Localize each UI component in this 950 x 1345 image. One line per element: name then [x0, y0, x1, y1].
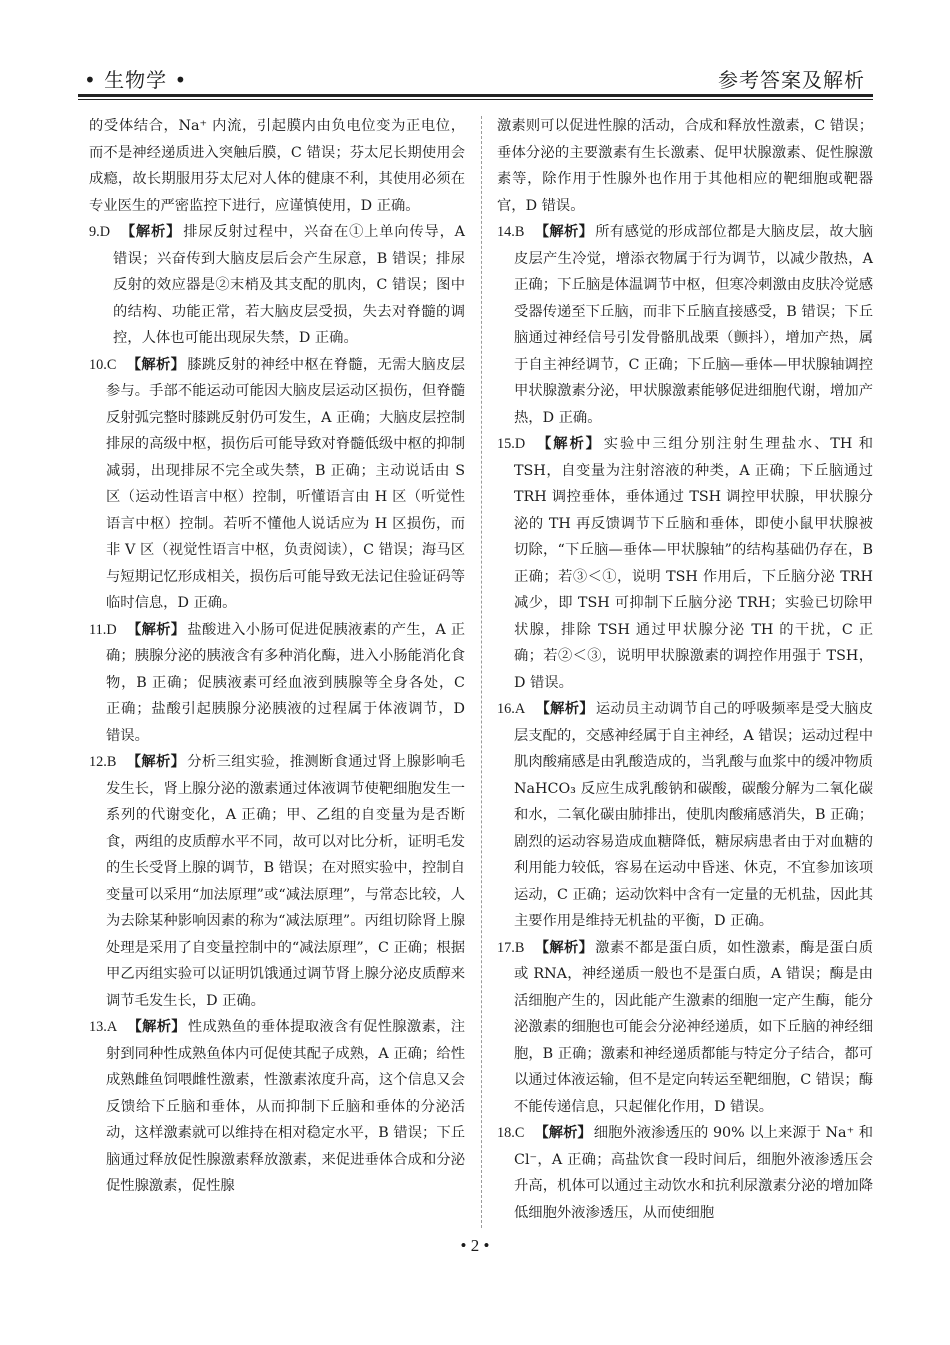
- answer-text: 实验中三组分别注射生理盐水、TH 和 TSH，自变量为注射溶液的种类，A 正确；下丘脑通过 TRH 调控垂体，垂体通过 TSH 调控甲状腺，甲状腺分泌的 TH 再反馈调节下丘脑和垂体，即使小鼠甲状腺被切除，“下丘脑—垂体—甲状腺轴”的结构基础仍存在，B 正确；若③＜①，说明 TSH 作用后，下丘脑分泌 TRH 减少，即 TSH 可抑制下丘脑分泌 TRH；实验已切除甲状腺，排除 TSH 通过甲状腺分泌 TH 的干扰，C 正确；若②＜③，说明甲状腺激素的调控作用强于 TSH，D 错误。: [514, 436, 874, 691]
- analysis-tag: 【解析】: [535, 701, 594, 717]
- analysis-tag: 【解析】: [120, 224, 182, 240]
- answer-text: 排尿反射过程中，兴奋在①上单向传导，A 错误；兴奋传到大脑皮层后会产生尿意，B 错误；排尿反射的效应器是②末梢及其支配的肌肉，C 错误；图中的结构、功能正常，若大脑皮层受损，失去对脊髓的调控，人体也可能出现尿失禁，D 正确。: [113, 224, 466, 346]
- answer-text: 性成熟鱼的垂体提取液含有促性腺激素，注射到同种性成熟鱼体内可促使其配子成熟，A 正确；给性成熟雌鱼饲喂雌性激素，性激素浓度升高，这个信息又会反馈给下丘脑和垂体，从而抑制下丘脑和垂体的分泌活动，这样激素就可以维持在相对稳定水平，B 错误；下丘脑通过释放促性腺激素释放激素，来促进垂体合成和分泌促性腺激素，促性腺: [106, 1019, 465, 1194]
- page-number: • 2 •: [460, 1236, 490, 1255]
- analysis-tag: 【解析】: [126, 356, 186, 373]
- subject-label: • 生物学 •: [84, 68, 188, 92]
- analysis-tag: 【解析】: [126, 621, 186, 638]
- answer-number: 14.B: [497, 224, 525, 240]
- answer-text: 盐酸进入小肠可促进促胰液素的产生，A 正确；胰腺分泌的胰液含有多种消化酶，进入小肠能消化食物，B 正确；促胰液素可经血液到胰腺等全身各处，C 正确；盐酸引起胰腺分泌胰液的过程属于体液调节，D 错误。: [106, 621, 466, 744]
- answer-number: 13.A: [89, 1019, 118, 1035]
- answer-item-18: [497, 1120, 873, 1226]
- answer-number: 10.C: [89, 356, 117, 373]
- right-column: [497, 113, 873, 1226]
- analysis-tag: 【解析】: [127, 1019, 186, 1035]
- answer-number: 11.D: [89, 621, 117, 638]
- answer-item-13: [89, 1014, 465, 1200]
- left-column: [89, 113, 465, 1200]
- column-divider: [481, 116, 482, 1228]
- answer-item-9: [89, 219, 465, 352]
- answer-number: 18.C: [497, 1125, 525, 1141]
- answer-number: 15.D: [497, 436, 526, 452]
- header-rule-thin: [78, 99, 873, 100]
- answer-item-12: [89, 749, 465, 1014]
- continued-paragraph: 激素则可以促进性腺的活动，合成和释放性激素，C 错误；垂体分泌的主要激素有生长激素、促甲状腺激素、促性腺激素等，除作用于性腺外也作用于其他相应的靶细胞或靶器官，D 错误。: [497, 118, 873, 214]
- answer-text: 运动员主动调节自己的呼吸频率是受大脑皮层支配的，交感神经属于自主神经，A 错误；运动过程中肌肉酸痛感是由乳酸造成的，当乳酸与血浆中的缓冲物质 NaHCO₃ 反应生成乳酸钠和碳酸，碳酸分解为二氧化碳和水，二氧化碳由肺排出，使肌肉酸痛感消失，B 正确；剧烈的运动容易造成血糖降低，糖尿病患者由于对血糖的利用能力较低，容易在运动中昏迷、休克，不宜参加该项运动，C 正确；运动饮料中含有一定量的无机盐，因此其主要作用是维持无机盐的平衡，D 正确。: [514, 701, 873, 929]
- answer-number: 16.A: [497, 701, 526, 717]
- answer-item-14: [497, 219, 873, 431]
- answer-number: 9.D: [89, 224, 111, 240]
- answer-item-16: [497, 696, 873, 935]
- analysis-tag: 【解析】: [534, 224, 594, 240]
- header-rule-thick: [78, 94, 873, 97]
- answer-item-15: [497, 431, 873, 696]
- answer-number: 12.B: [89, 754, 117, 770]
- page-header: [78, 60, 873, 96]
- answer-item-10: [89, 352, 465, 617]
- answer-text: 激素不都是蛋白质，如性激素，酶是蛋白质或 RNA，神经递质一般也不是蛋白质，A 错误；酶是由活细胞产生的，因此能产生激素的细胞一定产生酶，能分泌激素的细胞也可能会分泌神经递质，如下丘脑的神经细胞，B 正确；激素和神经递质都能与特定分子结合，都可以通过体液运输，但不是定向转运至靶细胞，C 错误；酶不能传递信息，只起催化作用，D 错误。: [514, 939, 874, 1115]
- analysis-tag: 【解析】: [534, 1125, 592, 1141]
- answer-text: 膝跳反射的神经中枢在脊髓，无需大脑皮层参与。手部不能运动可能因大脑皮层运动区损伤，但脊髓反射弧完整时膝跳反射仍可发生，A 正确；大脑皮层控制排尿的高级中枢，损伤后可能导致对脊髓低级中枢的抑制减弱，出现排尿不完全或失禁，B 正确；主动说话由 S 区（运动性语言中枢）控制，听懂语言由 H 区（听觉性语言中枢）控制。若听不懂他人说话应为 H 区损伤，而非 V 区（视觉性语言中枢，负责阅读），C 错误；海马区与短期记忆形成相关，损伤后可能导致无法记住验证码等临时信息，D 正确。: [106, 356, 466, 611]
- answer-item-17: [497, 935, 873, 1121]
- answer-number: 17.B: [497, 939, 525, 956]
- analysis-tag: 【解析】: [534, 939, 594, 956]
- analysis-tag: 【解析】: [126, 754, 186, 770]
- document-title: 参考答案及解析: [718, 68, 865, 92]
- continued-paragraph: 的受体结合，Na⁺ 内流，引起膜内由负电位变为正电位，而不是神经递质进入突触后膜，C 错误；芬太尼长期使用会成瘾，故长期服用芬太尼对人体的健康不利，其使用必须在专业医生的严密监控下进行，应谨慎使用，D 正确。: [89, 118, 465, 214]
- answer-text: 细胞外液渗透压的 90% 以上来源于 Na⁺ 和 Cl⁻，A 正确；高盐饮食一段时间后，细胞外液渗透压会升高，机体可以通过主动饮水和抗利尿激素分泌的增加降低细胞外液渗透压，从而使细胞: [514, 1125, 873, 1221]
- answer-text: 分析三组实验，推测断食通过肾上腺影响毛发生长，肾上腺分泌的激素通过体液调节使靶细胞发生一系列的代谢变化，A 正确；甲、乙组的自变量为是否断食，两组的皮质醇水平不同，故可以对比分析，证明毛发的生长受肾上腺的调节，B 错误；在对照实验中，控制自变量可以采用“加法原理”或“减法原理”，与常态比较，人为去除某种影响因素的称为“减法原理”。丙组切除肾上腺处理是采用了自变量控制中的“减法原理”，C 正确；根据甲乙丙组实验可以证明饥饿通过调节肾上腺分泌皮质醇来调节毛发生长，D 正确。: [106, 754, 466, 1009]
- answer-text: 所有感觉的形成部位都是大脑皮层，故大脑皮层产生冷觉，增添衣物属于行为调节，以减少散热，A 正确；下丘脑是体温调节中枢，但寒冷刺激由皮肤冷觉感受器传递至下丘脑，而非下丘脑直接感受，B 错误；下丘脑通过神经信号引发骨骼肌战栗（颤抖），增加产热，属于自主神经调节，C 正确；下丘脑—垂体—甲状腺轴调控甲状腺激素分泌，甲状腺激素能够促进细胞代谢，增加产热，D 正确。: [514, 224, 874, 426]
- analysis-tag: 【解析】: [535, 436, 602, 452]
- answer-item-11: [89, 617, 465, 750]
